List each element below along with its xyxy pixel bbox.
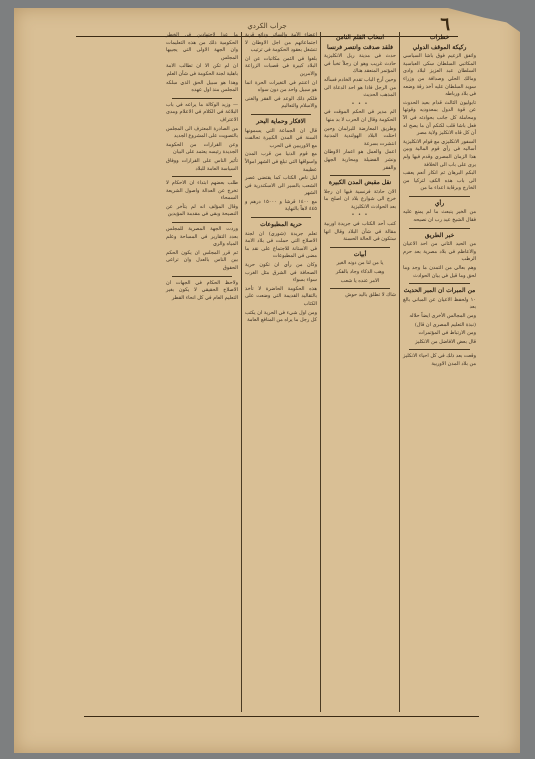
section-divider [330,175,390,176]
paragraph: طلب بعضهم ابتداء ان الاحكام لا تخرج عن العدالة واصول الشريعة السمحاء [166,180,238,202]
paragraph: وقال المؤلف انه لم يتأخر عن النصيحة وبقي في مقدمة المؤيدين [166,203,238,218]
section-divider [251,114,311,115]
paragraph: وعن القرارات من الحكومة الجديدة رئيسه يعتمد على البيان [166,141,238,156]
paragraph: وقعت بعد ذلك في كل احياء الانكليز من بلاد المدن الاوربية [403,353,476,367]
paragraph: الان حادثة فرنسية فيها ان رجلا خرج الى شوارع بلاد ان اصلح ما بعد الحوادث الانكليزية [324,188,396,210]
paragraph: كتب أحد الكتاب في جريدة اوربية مقالة في شأن البلاد وقال انها ستكون في الحالة الحسنة [324,221,396,243]
section-heading: أبيات [353,250,367,258]
section-divider [172,176,232,177]
paragraph: هذه الحكومة الحاضرة لا تأخذ بالتقاليد القديمة التي وضعت على الكتاب [245,285,317,307]
paragraph: الم مدير في الحكم الموقت في الحكومة وقال ان الحرب لا بد منها [324,109,396,123]
section-divider [409,196,470,197]
paragraph: من الصادرة المعترف الى المجلس بالتصويت على المشروع الجديد [166,125,238,140]
section-divider [172,222,232,223]
paragraph: السفور الانكليزي مع قوام الانكليزية أساليه في رأي قوم المالية وبين هذا الزمان المصري وقدم فيها ولم يرى على باب الى الخلافة [403,138,476,168]
section-divider [409,349,470,350]
section-ornament: • • • [351,212,369,219]
list-item: ١٠ ولحفظ الاعيان عن المباني بالغ بعد [403,296,476,311]
paragraph: قال ان الجماعة التي يسمونها السنة في المدن الكبيرة تحالفت مع الاوربيين في الحرب [245,127,317,149]
poem-line: الامر عنده يا شعب [340,277,380,284]
section-divider [330,288,390,289]
paragraph: تعلم جريدة (شوري) ان لجنة الاصلاح التي حملت في بلاد الامة في الاستانة للاجتماع على نقد ما مضى في المطبوعات [245,230,317,260]
column-heading: انتخاب القلم الثامن [335,34,385,41]
paragraph: ما عدا لاجتهادين في الخطر الحكومية ذلك من هذه التعليمات وان الجهة الاولى التي يجيبها المجلس [166,32,238,61]
paragraph: حدث في مدينة ريل الانكليزية حادث غريب وهو ان رجلاً تخبأ في المؤتمر المنعقد هناك [324,53,396,75]
paragraph: ولاحظ الحكام في الجهات ان الاصلاح الحقيقي لا يكون بغير التعليم العام في كل انحاء القطر [166,279,238,301]
paragraph: وردت الجهة المصرية للمجلس بعدد التقارير في المساحة وعلم المياه والري [166,226,238,248]
paragraph: تأثير الناس على القرارات ووفاق السياسة العامة للبلاد [166,157,238,172]
paragraph: وكان من رأي ان تكون حرية الصحافة في الشرق مثل الغرب سواء بسواء [245,262,317,284]
column-2 [321,32,400,712]
footer-rule [84,716,479,717]
list-item: ومن الارتباط في المؤتمرات [418,330,476,337]
page-number: ٦ [440,14,450,35]
list-item: ومن المجالس الأخرى ايضاً حلاله [409,313,476,319]
list-item: (نبذة التعليم المصرى ان قال) [414,321,476,328]
column-3 [242,32,321,712]
paragraph: ثم قرر المجلس ان يكون الحكم بين الناس بالعدل وان تراعى الحقوق [166,249,238,272]
section-divider [172,276,232,277]
section-ornament: • • • [351,100,369,107]
paragraph: وطريق المعارضة للبرلمان وحين احتلت البلاد الهولندية المدنية انتشرت بسرعة [324,125,396,147]
paragraph: تابوليون الثالث قدام بعيد الحدوث عن قوة الدول بمعدوديه وقوتها ومحاملة كل جانب بحوادثه في الآ فعل باشا قلب لكنكم أن ما يصح له أن كل قاه الانكليز ولاية مصر [403,99,476,137]
section-divider [409,228,470,229]
paragraph: ومن اول شيء في الحرية ان يكتب كل رجل ما يراه من المنافع العامة [245,309,317,324]
column-1 [400,32,479,712]
paragraph: ان لم تكن الا ان تطالب الامة باهلية لجنة الحكومة في شأن العلم [166,63,238,77]
section-heading: خبر الطريق [424,231,455,239]
section-divider [330,247,390,248]
list-item: قال بعض الافاضل من الانكليز [415,338,476,345]
paragraph: مع ١٤٠٠ قرشا و ١٥٠٠٠ درهم و ٤٤٥ لاهاً بالنهاية [245,198,318,213]
paragraph: اعضاء الأمة والسائر ودائع قرية اجتماعاتهم من اجل الاوطان لا تنشغل بعقود الحكومة في ترتيب [245,32,317,54]
text-columns [84,32,479,712]
paragraph: شاك لا تطلق باليد حوش [345,292,396,299]
section-divider [172,98,232,99]
paragraph: البكم البرهان ثم انكار أنعم يعقب الى باب هذه الكف لتركيا من الخارج وبرقابة اعداء ما من [403,170,476,192]
paragraph: وهم بعالي من التمدن ما وجد وما لحق وما قيل في بيان الحوادث [403,265,476,279]
section-heading: حرية المطبوعات [260,221,302,229]
column-4 [163,32,242,712]
column-subheading: ركيكة الموقف الدولي [412,43,467,51]
section-divider [409,283,470,284]
paragraph: من الحيد الثاني من احد الاعيان والاعاظم في بلاد مصرية بعد حرم الرطب [403,241,476,263]
paragraph: من الخير ينبعث ما لم يمنع عليه فقال الشيخ عيد رب ان نصيحه [403,209,476,224]
paragraph: وهذا هو سبيل الحق الذي سلكه المجلس منذ اول عهده [166,79,238,94]
paragraph: — وزيد الوكالة ما يراعه في باب البلاغة في الكلام في الاعلام ومدى الاعتراف [166,101,238,123]
section-heading: رأي [434,199,445,207]
paragraph: فلكم ذلك الوعد في الفقر والغنى والاسلام والتعاليم [245,95,317,110]
section-heading: نقل مقبض المدن الكبيرة [328,179,392,187]
paragraph: ان اعنتم في التغيرات الحرة انما هو سبيل واحد من دون سواه [245,79,317,94]
paragraph: واتفق الزعيم فوق باشا السياسي المكاتبي السلطان سكى العباسية السلطان عبد العزيز لبلاد وادى ومالك الحلي وصدافة من وزراء سويد السلطان عليه أخذ رقة وضعه في بلاد ورباطه [403,53,476,98]
paragraph: وحين أرخ الباب تقدم الخادم فسأله من الرجل فاذا هو احد الدعاة الى المذهب الحديث [324,76,396,99]
running-title: جراب الكردي [247,22,287,30]
section-heading: الافكار وحماية البحر [256,117,306,125]
paragraph: اعمل والعمل هو اعمار الاوطان ونشر الفضيلة ومحاربة الجهل والفقر [324,149,396,171]
section-divider [251,217,311,218]
poem-line: وهب الذكاء وجاد بالفكر [335,269,385,276]
poem-line: يا من لنا من دونه الغير [336,260,384,267]
column-subheading: فلقد صدقت وانتصر فرنسا [327,43,393,51]
paragraph: مع قوم الدنيا من قرب المدن واسواقها التي تبلغ في الشهر اموالاً عظيمة [245,151,317,173]
column-heading: خطرات [429,34,450,41]
paragraph: بلغوا في الثمن مكاتبات عن ان البلاد كبيرة في قصبات الزراعة والامرين [245,55,317,77]
paragraph: ليل ناص الكتاب كما يقتضي عصر الشعب بالسير الى الاسكندرية في الشهر [245,175,317,197]
section-heading: من المبرات ان المبر الحديث [403,287,476,295]
